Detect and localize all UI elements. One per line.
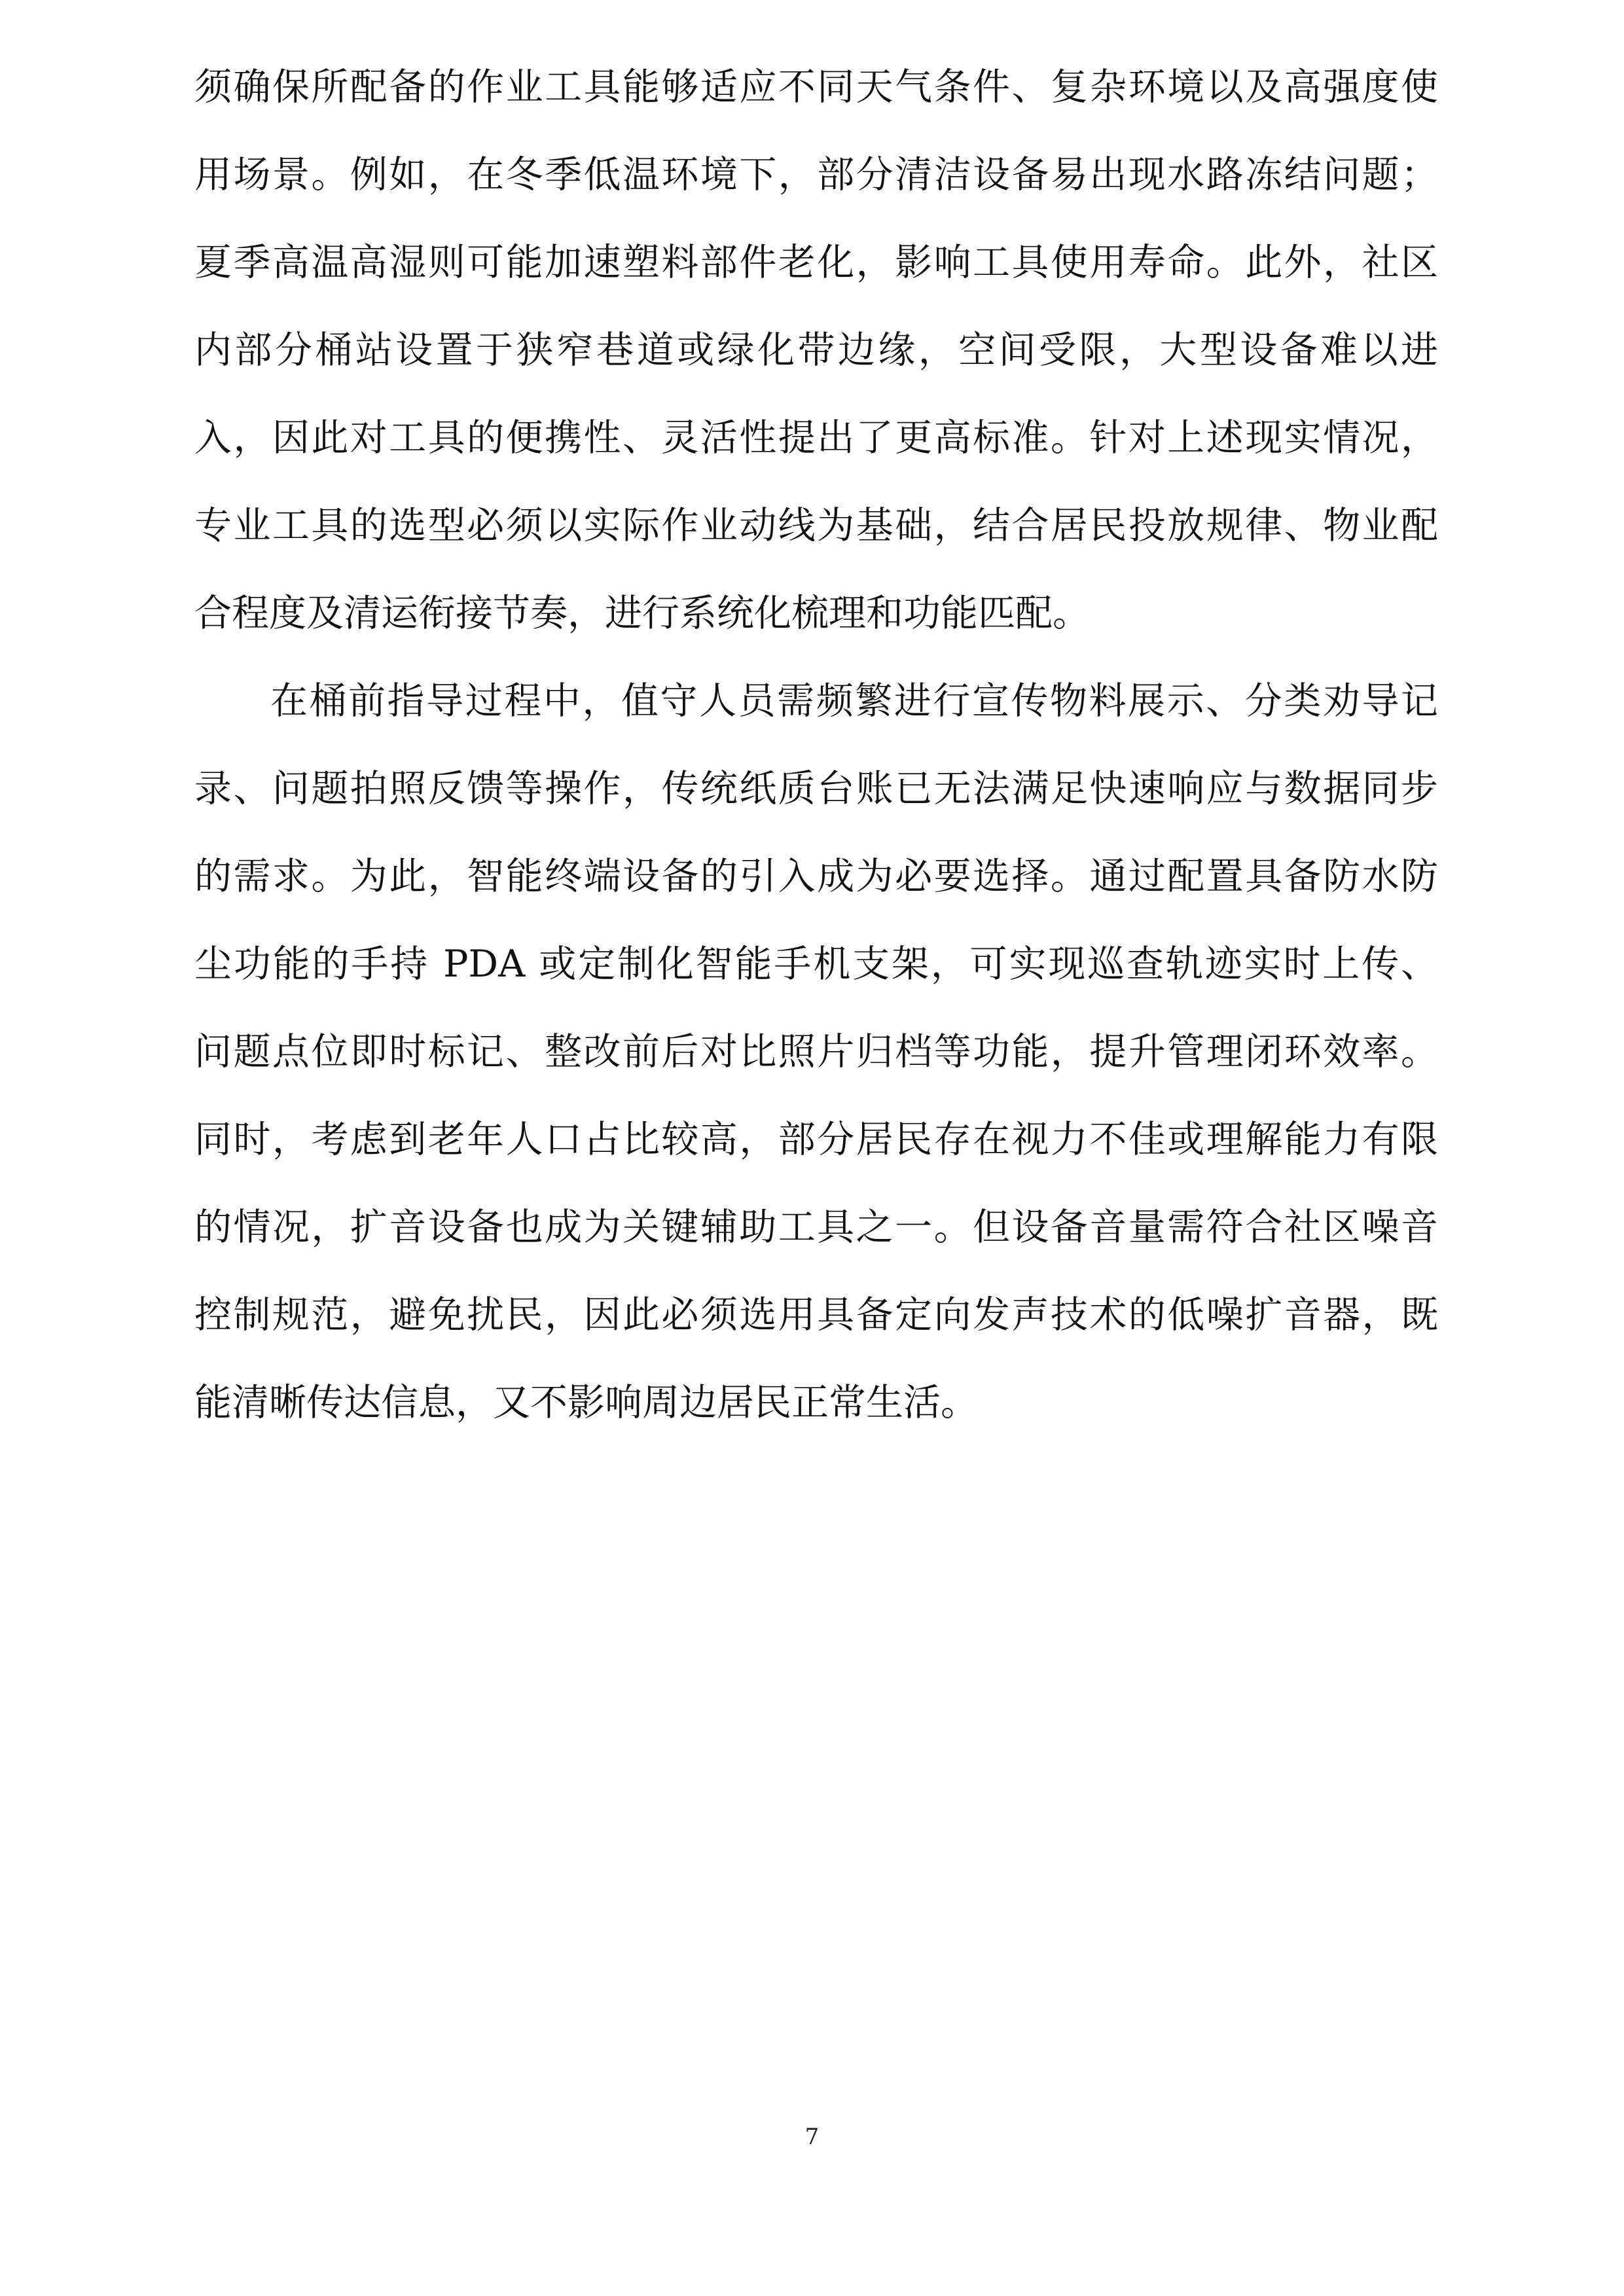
paragraph-line: 尘功能的手持 PDA 或定制化智能手机支架，可实现巡查轨迹实时上传、 <box>194 942 1438 986</box>
paragraph-line: 用场景。例如，在冬季低温环境下，部分清洁设备易出现水路冻结问题； <box>194 153 1438 196</box>
paragraph-line: 合程度及清运衔接节奏，进行系统化梳理和功能匹配。 <box>194 592 1090 635</box>
paragraph-line: 内部分桶站设置于狭窄巷道或绿化带边缘，空间受限，大型设备难以进 <box>194 329 1438 372</box>
paragraph-line: 的需求。为此，智能终端设备的引入成为必要选择。通过配置具备防水防 <box>194 855 1438 898</box>
page-number: 7 <box>804 2124 820 2150</box>
paragraph-line: 能清晰传达信息，又不影响周边居民正常生活。 <box>194 1381 978 1424</box>
paragraph-line: 夏季高温高湿则可能加速塑料部件老化，影响工具使用寿命。此外，社区 <box>194 241 1438 284</box>
paragraph-1 <box>194 43 1438 657</box>
paragraph-2 <box>194 657 1438 1446</box>
paragraph-line: 须确保所配备的作业工具能够适应不同天气条件、复杂环境以及高强度使 <box>194 65 1438 109</box>
paragraph-line: 同时，考虑到老年人口占比较高，部分居民存在视力不佳或理解能力有限 <box>194 1118 1438 1161</box>
paragraph-line: 控制规范，避免扰民，因此必须选用具备定向发声技术的低噪扩音器，既 <box>194 1293 1438 1336</box>
paragraph-line: 的情况，扩音设备也成为关键辅助工具之一。但设备音量需符合社区噪音 <box>194 1206 1438 1249</box>
paragraph-line: 专业工具的选型必须以实际作业动线为基础，结合居民投放规律、物业配 <box>194 504 1438 547</box>
paragraph-line: 录、问题拍照反馈等操作，传统纸质台账已无法满足快速响应与数据同步 <box>194 767 1438 810</box>
paragraph-line: 在桶前指导过程中，值守人员需频繁进行宣传物料展示、分类劝导记 <box>270 679 1438 723</box>
paragraph-line: 入，因此对工具的便携性、灵活性提出了更高标准。针对上述现实情况， <box>194 416 1438 459</box>
body-text <box>194 43 1438 1446</box>
paragraph-line: 问题点位即时标记、整改前后对比照片归档等功能，提升管理闭环效率。 <box>194 1030 1438 1073</box>
